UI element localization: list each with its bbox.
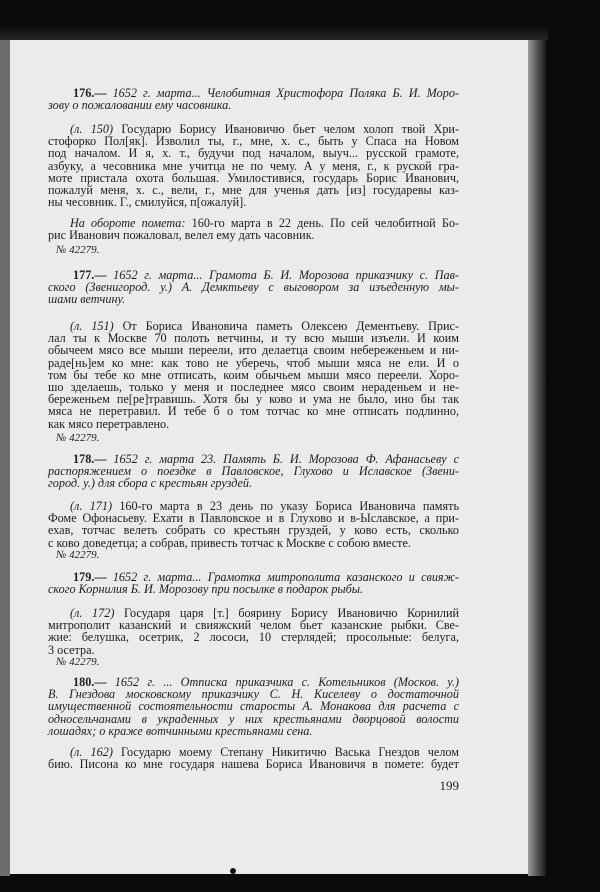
text-line: 3 осетра. bbox=[48, 642, 95, 657]
line-text: От Бориса Ивановича паметь Олексею Дементьеву. Прис- bbox=[113, 319, 459, 333]
text-line: как мясо перетравлено. bbox=[48, 416, 170, 431]
text-line: ехав, тотчас велеть собрать со крестьян груздей, у ково есть, сколько bbox=[48, 523, 459, 538]
line-text: 160-го марта в 22 день. По сей челобитной Бо- bbox=[185, 216, 459, 230]
folio-reference: (л. 150) bbox=[70, 122, 114, 136]
line-text: Государю Борису Ивановичю бьет челом холоп твой Хри- bbox=[113, 122, 460, 136]
scan-top-edge bbox=[0, 26, 548, 40]
text-line: азбуку, а чесовника мне учитца не по чему. А у меня, г., к руской гра- bbox=[48, 158, 459, 173]
text-line: обычеем мясо все мыши переели, ито делаетца своим небереженьем и ни- bbox=[48, 343, 459, 358]
entry-number: 178.— bbox=[73, 452, 107, 466]
text-line: ского (Звенигород. у.) А. Демктьеву с выговором за изъеденную мы- bbox=[48, 280, 459, 295]
text-line: с ково доведетца; а собрав, привесть тотчас к Москве с собою вместе. bbox=[48, 535, 411, 550]
document-paragraph bbox=[48, 217, 459, 241]
text-line: бию. Писона ко мне государя нашева Бориса Ивановичя в помете: будет bbox=[48, 757, 459, 772]
document-paragraph bbox=[48, 500, 459, 549]
folio-reference: (л. 171) bbox=[70, 499, 113, 513]
document-heading bbox=[48, 453, 459, 490]
folio-reference: (л. 172) bbox=[70, 606, 115, 620]
entry-number: 176.— bbox=[73, 86, 107, 100]
text-line: стофорко Пол[як]. Изволил ты, г., мне, х. с., быть у Спаса на Новом bbox=[48, 134, 459, 149]
text-line: жие: белушка, осетрик, 2 лососи, 10 стерлядей; просольные: белуга, bbox=[48, 630, 459, 645]
entry-number: 177.— bbox=[73, 268, 107, 282]
text-line: моте пристала охота большая. Умилостивися, государь Борис Иванович, bbox=[48, 170, 459, 185]
entry-number: 180.— bbox=[73, 675, 107, 689]
text-line: зову о пожаловании ему часовника. bbox=[48, 98, 232, 113]
scan-speck bbox=[230, 868, 236, 874]
scan-right-edge bbox=[528, 40, 546, 876]
line-text: 1652 г. ... Отписка приказчика с. Котельников (Москов. у.) bbox=[106, 675, 459, 689]
scan-left-edge bbox=[0, 36, 10, 876]
folio-reference: (л. 162) bbox=[70, 745, 113, 759]
text-line: мяса не перетравил. И тебе б о том тотчас ко мне отписать подлинно, bbox=[48, 404, 459, 419]
text-line: береженьем пе[ре]травишь. Хотя бы у ково и ума не было, ино бы так bbox=[48, 392, 459, 407]
text-line: митрополит казанский и свияжский челом бьет казанские рыбки. Све- bbox=[48, 618, 459, 633]
document-heading bbox=[48, 87, 459, 111]
line-text: 160-го марта в 23 день по указу Бориса Ивановича память bbox=[112, 499, 460, 513]
line-text: 1652 г. марта... Челобитная Христофора Поляка Б. И. Моро- bbox=[106, 86, 459, 100]
text-line: Фоме Офонасьеву. Ехати в Павловское и в Глухово и в-Ыславское, а при- bbox=[48, 511, 459, 526]
page-number: 199 bbox=[439, 778, 459, 793]
archive-number: № 42279. bbox=[56, 244, 100, 256]
text-line: ского Корнилия Б. И. Морозову при посылке в подарок рыбы. bbox=[48, 582, 364, 597]
line-text: Государя царя [т.] боярину Борису Ивановичю Корнилий bbox=[114, 606, 459, 620]
line-text: 1652 г. марта 23. Память Б. И. Морозова Ф. Афанасьеву с bbox=[106, 452, 459, 466]
archive-reference bbox=[48, 656, 459, 668]
folio-reference: На обороте помета: bbox=[70, 216, 186, 230]
text-line: город. у.) для сбора с крестьян груздей. bbox=[48, 476, 253, 491]
text-line: шо зделаешь, только у меня и последнее мясо своим нераденьем и не- bbox=[48, 379, 459, 394]
text-line: лошадях; о краже вотчинными крестьянами сена. bbox=[48, 723, 313, 738]
text-line: раде[нь]ем ко мне: как тово не уберечь, чтоб мыши мяса не ели. И о bbox=[48, 355, 459, 370]
document-heading bbox=[48, 676, 459, 737]
archive-number: № 42279. bbox=[56, 432, 100, 444]
line-text: 1652 г. марта... Грамота Б. И. Морозова приказчику с. Пав- bbox=[106, 268, 459, 282]
archive-reference bbox=[48, 244, 459, 256]
text-line: пожалуй меня, х. с., вели, г., мне для ученья дать [из] государевы каз- bbox=[48, 182, 459, 197]
document-paragraph bbox=[48, 123, 459, 208]
text-line: рис Иванович пожаловал, велел ему дать часовник. bbox=[48, 228, 315, 243]
text-line: том бы тебе ко мне отписать, коим обычьем мыши мясо переели. Хоро- bbox=[48, 367, 459, 382]
document-paragraph bbox=[48, 746, 459, 770]
text-line: имущественной состоятельности старосты А. Монакова для расчета с bbox=[48, 699, 459, 714]
text-line: односельчанами в украденных у них крестьянами дворцовой волости bbox=[48, 711, 459, 726]
entry-number: 179.— bbox=[73, 570, 107, 584]
document-heading bbox=[48, 269, 459, 306]
text-line: шами ветчину. bbox=[48, 292, 126, 307]
archive-reference bbox=[48, 549, 459, 561]
archive-reference bbox=[48, 432, 459, 444]
text-line: лал ты к Москве 70 полоть ветчины, и ту всю мыши изъели. И коим bbox=[48, 331, 459, 346]
text-line: В. Гнездова московскому приказчику С. Н. Киселеву о достаточной bbox=[48, 687, 459, 702]
text-line: ны чесовник. Г., смилуйся, п[ожалуй]. bbox=[48, 195, 247, 210]
text-line: под началом. И я, х. т., будучи под началом, выуч... русской грамоте, bbox=[48, 146, 459, 161]
document-paragraph bbox=[48, 320, 459, 430]
archive-number: № 42279. bbox=[56, 549, 100, 561]
document-heading bbox=[48, 571, 459, 595]
line-text: 1652 г. марта... Грамотка митрополита казанского и свияж- bbox=[106, 570, 459, 584]
text-line: распоряжением о поездке в Павловское, Глухово и Иславское (Звени- bbox=[48, 464, 459, 479]
folio-reference: (л. 151) bbox=[70, 319, 114, 333]
archive-number: № 42279. bbox=[56, 656, 100, 668]
document-paragraph bbox=[48, 607, 459, 656]
line-text: Государю моему Степану Никитичю Васька Гнездов челом bbox=[112, 745, 459, 759]
